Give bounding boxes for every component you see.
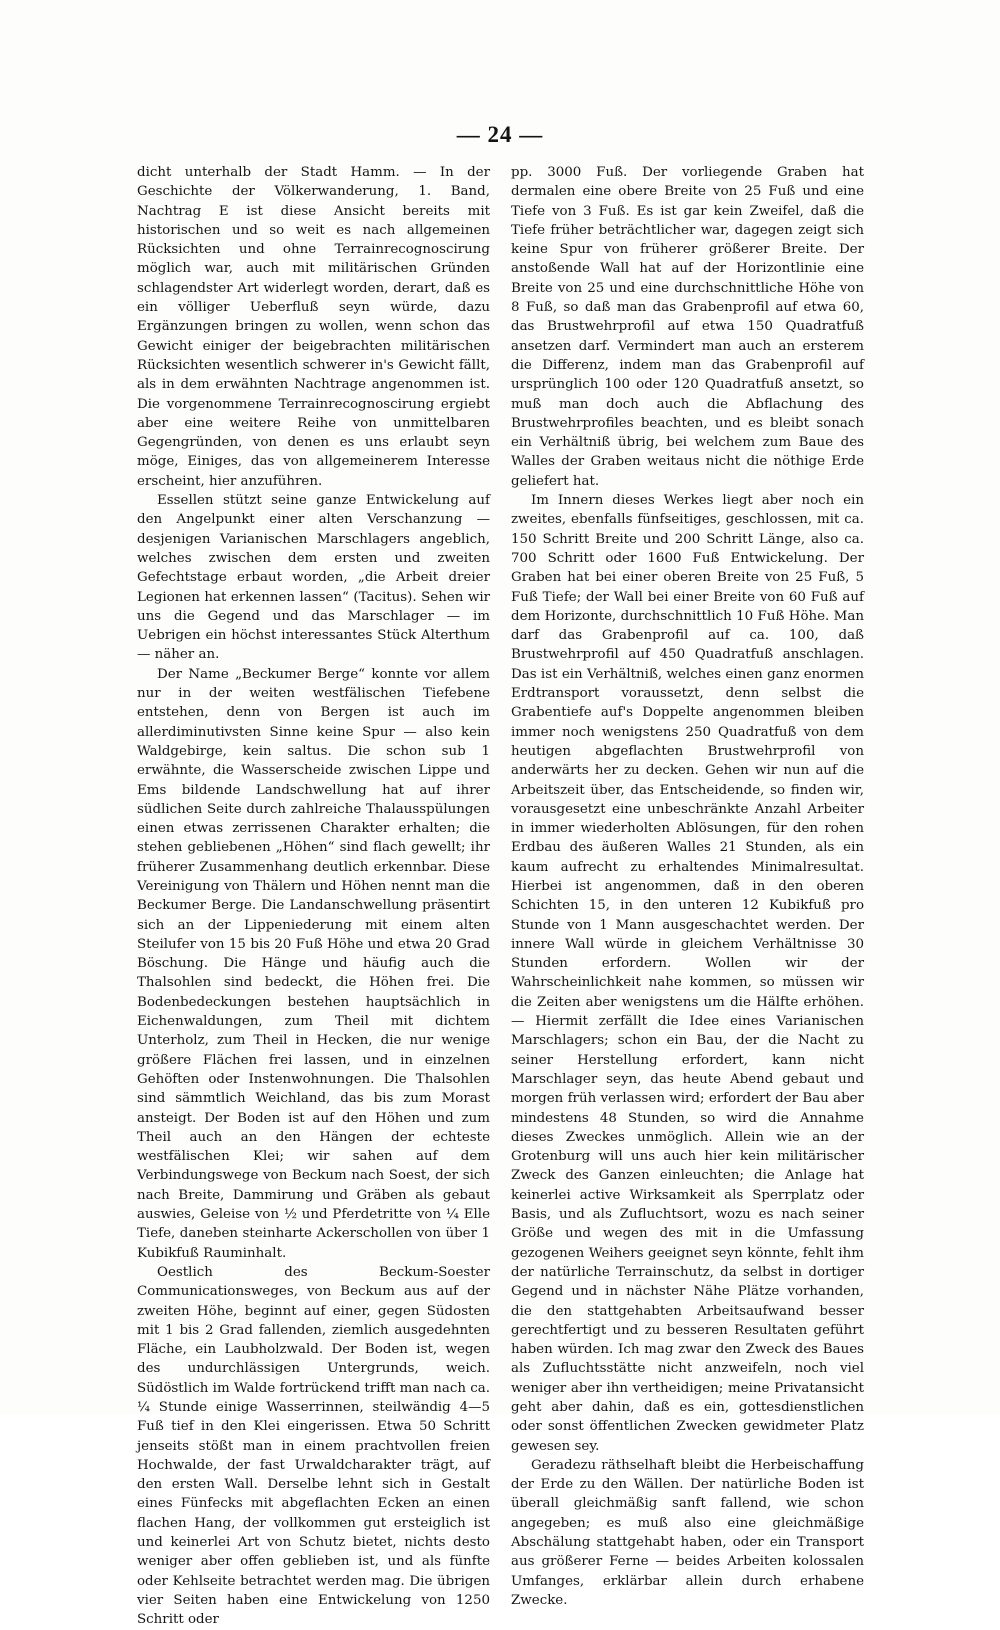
paragraph: dicht unterhalb der Stadt Hamm. — In der Geschichte der Völkerwanderung, 1. Band, Nachtrag E ist diese Ansicht bereits mit historischen und so weit es nach allgemeinen Rücksichten und ohne Terrainrecognoscirung möglich war, auch mit militärischen Gründen schlagendster Art widerlegt worden, derart, daß es ein völliger Ueberfluß seyn würde, dazu Ergänzungen bringen zu wollen, wenn schon das Gewicht einiger der beigebrachten militärischen Rücksichten wesentlich schwerer in's Gewicht fällt, als in dem erwähnten Nachtrage angenommen ist. Die vorgenommene Terrainrecognoscirung ergiebt aber eine weitere Reihe von unmittelbaren Gegengründen, von denen es uns erlaubt seyn möge, Einiges, das von allgemeinerem Interesse erscheint, hier anzuführen. [137,165,490,489]
paragraph: Oestlich des Beckum-Soester Communicationsweges, von Beckum aus auf der zweiten Höhe, beginnt auf einer, gegen Südosten mit 1 bis 2 Grad fallenden, ziemlich ausgedehnten Fläche, ein Laubholzwald. Der Boden ist, wegen des undurchlässigen Untergrunds, weich. Südöstlich im Walde fortrückend trifft man nach ca. ¼ Stunde einige Wasserrinnen, steilwändig 4—5 Fuß tief in den Klei eingerissen. Etwa 50 Schritt jenseits stößt man in einem prachtvollen freien Hochwalde, der fast Urwaldcharakter trägt, auf den ersten Wall. Derselbe lehnt sich in Gestalt eines Fünfecks mit abgeflachten Ecken an einen flachen Hang, der vollkommen gut ersteiglich ist und keinerlei Art von Schutz bietet, nichts desto weniger aber offen geblieben ist, und als fünfte oder Kehlseite betrachtet werden mag. Die übrigen vier Seiten haben eine Entwickelung von 1250 Schritt oder [137,1264,490,1628]
page-number: — 24 — [456,122,544,147]
paragraph: Geradezu räthselhaft bleibt die Herbeischaffung der Erde zu den Wällen. Der natürliche Boden ist überall gleichmäßig sanft fallend, wie schon angegeben; es muß also eine gleichmäßige Abschälung stattgehabt haben, oder ein Transport aus größerer Ferne — beides Arbeiten kolossalen Umfanges, erklärbar allein durch erhabene Zwecke. [511,1457,864,1608]
paragraph: Essellen stützt seine ganze Entwickelung auf den Angelpunkt einer alten Verschanzung — desjenigen Varianischen Marschlagers angeblich, welches zwischen dem ersten und zweiten Gefechtstage erbaut worden, „die Arbeit dreier Legionen hat erkennen lassen“ (Tacitus). Sehen wir uns die Gegend und das Marschlager — im Uebrigen ein höchst interessantes Stück Alterthum — näher an. [137,493,490,663]
paragraph: Im Innern dieses Werkes liegt aber noch ein zweites, ebenfalls fünfseitiges, geschlossen, mit ca. 150 Schritt Breite und 200 Schritt Länge, also ca. 700 Schritt oder 1600 Fuß Entwickelung. Der Graben hat bei einer oberen Breite von 25 Fuß, 5 Fuß Tiefe; der Wall bei einer Breite von 60 Fuß auf dem Horizonte, durchschnittlich 10 Fuß Höhe. Man darf das Grabenprofil auf ca. 100, daß Brustwehrprofil auf 450 Quadratfuß anschlagen. Das ist ein Verhältniß, welches einen ganz enormen Erdtransport voraussetzt, denn selbst die Grabentiefe auf's Doppelte angenommen bleiben immer noch wenigstens 250 Quadratfuß von dem heutigen abgeflachten Brustwehrprofil von anderwärts her zu decken. Gehen wir nun auf die Arbeitszeit über, das Entscheidende, so finden wir, vorausgesetzt eine unbeschränkte Anzahl Arbeiter in immer wiederholten Ablösungen, für den rohen Erdbau des äußeren Walles 21 Stunden, als ein kaum aufrecht zu erhaltendes Minimalresultat. Hierbei ist angenommen, daß in den oberen Schichten 15, in den unteren 12 Kubikfuß pro Stunde von 1 Mann ausgeschachtet werden. Der innere Wall würde in gleichem Verhältnisse 30 Stunden erfordern. Wollen wir der Wahrscheinlichkeit nahe kommen, so müssen wir die Zeiten aber wenigstens um die Hälfte erhöhen. — Hiermit zerfällt die Idee eines Varianischen Marschlagers; schon ein Bau, der die Nacht zu seiner Herstellung erfordert, kann nicht Marschlager seyn, das heute Abend gebaut und morgen früh verlassen wird; erfordert der Bau aber mindestens 48 Stunden, so wird die Annahme dieses Zweckes unmöglich. Allein wie an der Grotenburg will uns auch hier kein militärischer Zweck des Ganzen einleuchten; die Anlage hat keinerlei active Wirksamkeit als Sperrplatz oder Basis, und als Zufluchtsort, wozu es nach seiner Größe und wegen des mit in die Umfassung gezogenen Weihers geeignet seyn könnte, fehlt ihm der natürliche Terrainschutz, da selbst in dortiger Gegend und in nächster Nähe Plätze vorhanden, die den stattgehabten Arbeitsaufwand besser gerechtfertigt und zu besseren Resultaten geführt haben würden. Ich mag zwar den Zweck des Baues als Zufluchtsstätte nicht anzweifeln, noch viel weniger aber ihn vertheidigen; meine Privatansicht geht aber dahin, daß es ein, gottesdienstlichen oder sonst öffentlichen Zwecken gewidmeter Platz gewesen sey. [511,493,864,1454]
right-column [511,163,864,1610]
paragraph: Der Name „Beckumer Berge“ konnte vor allem nur in der weiten westfälischen Tiefebene entstehen, denn von Bergen ist auch im allerdiminutivsten Sinne keine Spur — also kein Waldgebirge, kein saltus. Die schon sub 1 erwähnte, die Wasserscheide zwischen Lippe und Ems bildende Landschwellung hat auf ihrer südlichen Seite durch zahlreiche Thalausspülungen einen etwas zerrissenen Charakter erhalten; die stehen gebliebenen „Höhen“ sind flach gewellt; ihr früherer Zusammenhang deutlich erkennbar. Diese Vereinigung von Thälern und Höhen nennt man die Beckumer Berge. Die Landanschwellung präsentirt sich an der Lippeniederung mit einem alten Steilufer von 15 bis 20 Fuß Höhe und etwa 20 Grad Böschung. Die Hänge und häufig auch die Thalsohlen sind bedeckt, die Höhen frei. Die Bodenbedeckungen bestehen hauptsächlich in Eichenwaldungen, zum Theil mit dichtem Unterholz, zum Theil in Hecken, die nur wenige größere Flächen frei lassen, und in einzelnen Gehöften oder Instenwohnungen. Die Thalsohlen sind sämmtlich Weichland, das bis zum Morast ansteigt. Der Boden ist auf den Höhen und zum Theil auch an den Hängen der echteste westfälischen Klei; wir sahen auf dem Verbindungswege von Beckum nach Soest, der sich nach Breite, Dammirung und Gräben als gebaut auswies, Geleise von ½ und Pferdetritte von ¼ Elle Tiefe, daneben steinharte Ackerschollen von über 1 Kubikfuß Rauminhalt. [137,666,490,1261]
paragraph: pp. 3000 Fuß. Der vorliegende Graben hat dermalen eine obere Breite von 25 Fuß und eine Tiefe von 3 Fuß. Es ist gar kein Zweifel, daß die Tiefe früher beträchtlicher war, dagegen zeigt sich keine Spur von früherer größerer Breite. Der anstoßende Wall hat auf der Horizontlinie eine Breite von 25 und eine durchschnittliche Höhe von 8 Fuß, so daß man das Grabenprofil auf etwa 60, das Brustwehrprofil auf etwa 150 Quadratfuß ansetzen darf. Vermindert man auch an ersterem die Differenz, indem man das Grabenprofil auf ursprünglich 100 oder 120 Quadratfuß ansetzt, so muß man doch auch die Abflachung des Brustwehrprofiles beachten, und es bleibt sonach ein Verhältniß übrig, bei welchem zum Baue des Walles der Graben weitaus nicht die nöthige Erde geliefert hat. [511,165,864,489]
left-column [137,163,490,1630]
